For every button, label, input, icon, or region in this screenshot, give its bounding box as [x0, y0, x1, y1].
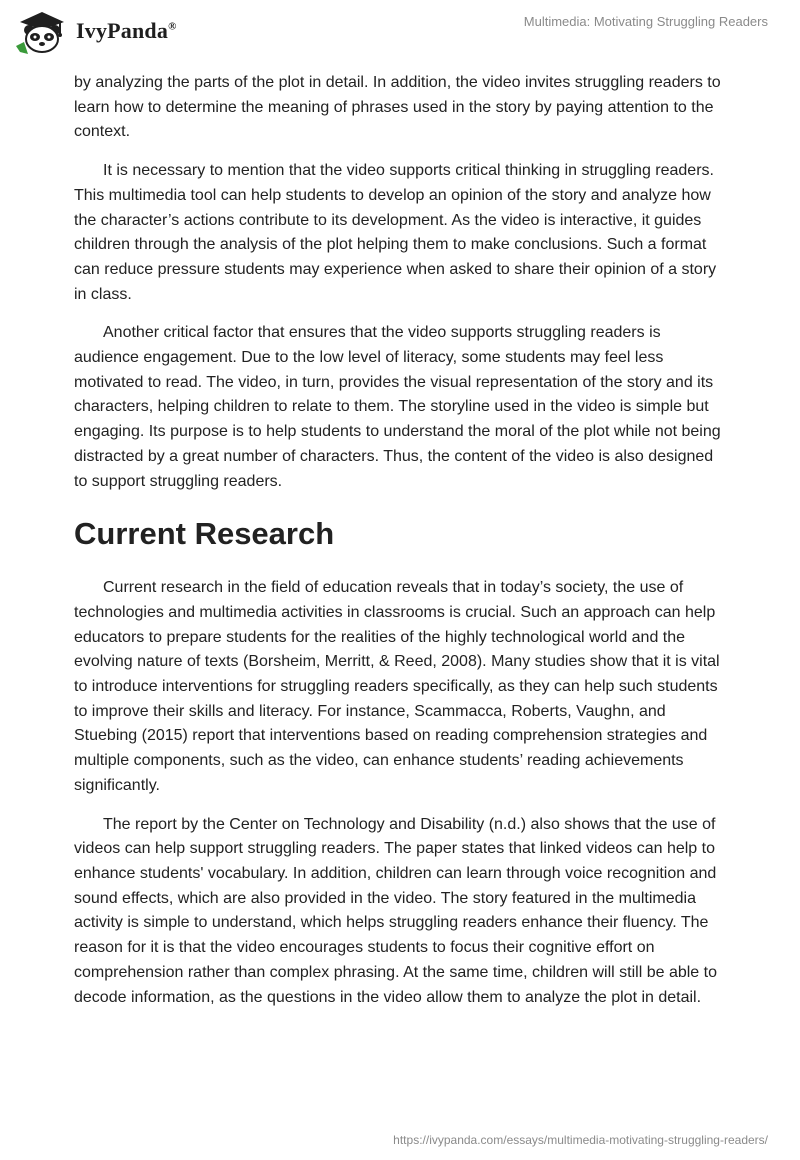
page-header [0, 0, 800, 70]
article-body [74, 71, 726, 1024]
ivypanda-logo[interactable] [14, 8, 194, 58]
section-heading: Current Research [74, 516, 335, 552]
paragraph: The report by the Center on Technology and Disability (n.d.) also shows that the use of videos can help support struggling readers. The paper states that linked videos can help to enhance students' vocabulary. In addition, children can learn through voice recognition and sound effects, which are also provided in the video. The story featured in the multimedia activity is simple to understand, which helps struggling readers enhance their fluency. The reason for it is that the video encourages students to focus their cognitive effort on comprehension rather than complex phrasing. At the same time, children will still be able to decode information, as the questions in the video allow them to analyze the plot in detail. [74, 815, 717, 1006]
panda-mascot-icon [14, 8, 70, 56]
source-url[interactable]: https://ivypanda.com/essays/multimedia-motivating-struggling-readers/ [393, 1133, 768, 1147]
paragraph: It is necessary to mention that the video supports critical thinking in struggling readers. This multimedia tool can help students to develop an opinion of the story and analyze how the character’s actions contribute to its development. As the video is interactive, it guides children through the analysis of the plot helping them to make conclusions. Such a format can reduce pressure students may experience when asked to share their opinion of a story in class. [74, 162, 717, 303]
brand-name: IvyPanda® [76, 18, 177, 43]
paragraph: Current research in the field of education reveals that in today’s society, the use of technologies and multimedia activities in classrooms is crucial. Such an approach can help educators to prepare students for the realities of the highly technological world and the evolving nature of texts (Borsheim, Merritt, & Reed, 2008). Many studies show that it is vital to introduce interventions for struggling readers specifically, as they can help such students to improve their skills and literacy. For instance, Scammacca, Roberts, Vaughn, and Stuebing (2015) report that interventions based on reading comprehension strategies and multiple components, such as the video, can enhance students’ reading achievements significantly. [74, 579, 720, 794]
running-title: Multimedia: Motivating Struggling Readers [523, 14, 768, 29]
paragraph: by analyzing the parts of the plot in detail. In addition, the video invites struggling readers to learn how to determine the meaning of phrases used in the story by paying attention to the context. [74, 74, 721, 141]
paragraph: Another critical factor that ensures that the video supports struggling readers is audience engagement. Due to the low level of literacy, some students may feel less motivated to read. The video, in turn, provides the visual representation of the story and its characters, helping children to relate to them. The storyline used in the video is simple but engaging. Its purpose is to help students to understand the moral of the plot while not being distracted by a great number of characters. Thus, the content of the video is also designed to support struggling readers. [74, 324, 721, 490]
